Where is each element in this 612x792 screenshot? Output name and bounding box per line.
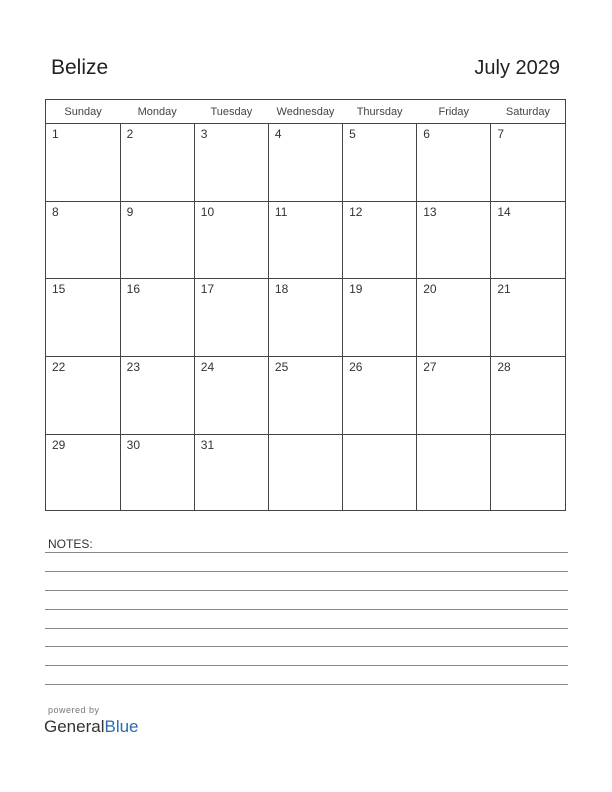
weekday-wednesday: Wednesday <box>268 100 342 124</box>
day-cell: 13 <box>417 201 491 279</box>
day-cell: 4 <box>268 124 342 202</box>
day-cell: 31 <box>194 434 268 510</box>
day-cell: 5 <box>343 124 417 202</box>
day-cell: 15 <box>46 279 120 357</box>
day-cell: 20 <box>417 279 491 357</box>
weekday-monday: Monday <box>120 100 194 124</box>
day-cell: 1 <box>52 127 59 141</box>
day-cell: 9 <box>120 201 194 279</box>
weekday-header-row <box>46 100 565 124</box>
week-row <box>46 124 565 202</box>
brand-logo[interactable] <box>44 717 139 737</box>
brand-blue: Blue <box>104 717 139 736</box>
day-cell <box>491 434 565 510</box>
weekday-tuesday: Tuesday <box>194 100 268 124</box>
week-row <box>46 357 565 435</box>
week-row <box>46 434 565 510</box>
day-cell: 2 <box>120 124 194 202</box>
day-cell: 11 <box>268 201 342 279</box>
day-cell <box>268 434 342 510</box>
day-cell: 18 <box>268 279 342 357</box>
note-line <box>45 628 568 629</box>
day-cell: 26 <box>343 357 417 435</box>
note-line <box>45 590 568 591</box>
day-cell: 23 <box>120 357 194 435</box>
day-cell: 24 <box>194 357 268 435</box>
day-cell: 19 <box>343 279 417 357</box>
notes-label: NOTES: <box>48 537 93 551</box>
weekday-saturday: Saturday <box>491 100 565 124</box>
day-cell: 25 <box>268 357 342 435</box>
day-cell: 21 <box>491 279 565 357</box>
country-title: Belize <box>51 56 109 79</box>
brand-general: General <box>44 717 105 736</box>
day-cell: 17 <box>194 279 268 357</box>
powered-by-text: powered by <box>48 705 100 715</box>
day-cell: 12 <box>343 201 417 279</box>
day-cell: 3 <box>194 124 268 202</box>
month-year-title: July 2029 <box>474 57 560 79</box>
note-line <box>45 646 568 647</box>
day-cell: 27 <box>417 357 491 435</box>
day-cell: 7 <box>491 124 565 202</box>
day-cell: 6 <box>417 124 491 202</box>
calendar-grid <box>45 99 566 511</box>
note-line <box>45 552 568 553</box>
day-cell: 14 <box>491 201 565 279</box>
day-cell: 28 <box>491 357 565 435</box>
note-line <box>45 665 568 666</box>
day-cell: 22 <box>46 357 120 435</box>
note-line <box>45 571 568 572</box>
day-cell <box>417 434 491 510</box>
day-cell: 8 <box>46 201 120 279</box>
weekday-sunday: Sunday <box>46 100 120 124</box>
note-line <box>45 684 568 685</box>
note-line <box>45 609 568 610</box>
day-cell <box>343 434 417 510</box>
day-cell: 29 <box>46 434 120 510</box>
week-row <box>46 279 565 357</box>
week-row <box>46 201 565 279</box>
weekday-thursday: Thursday <box>343 100 417 124</box>
weekday-friday: Friday <box>417 100 491 124</box>
day-cell: 30 <box>120 434 194 510</box>
day-cell: 10 <box>194 201 268 279</box>
day-cell: 16 <box>120 279 194 357</box>
